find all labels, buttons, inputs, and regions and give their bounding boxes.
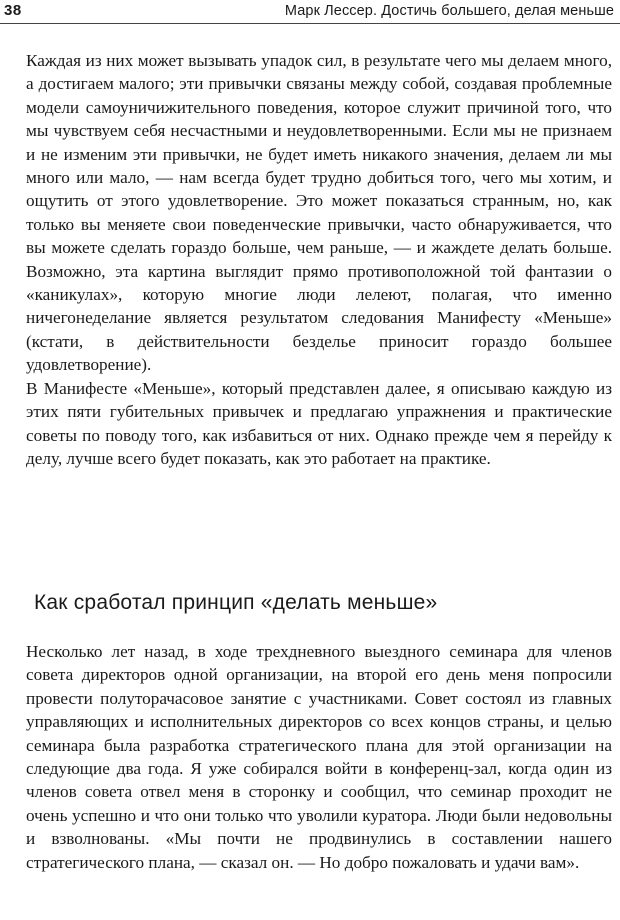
page-header (0, 0, 620, 24)
running-head: Марк Лессер. Достичь большего, делая меньше (284, 3, 614, 19)
paragraph-1: Каждая из них может вызывать упадок сил, в результате чего мы делаем много, а достигаем малого; эти привычки связаны между собой, создавая проблемные модели самоуничижительного поведения, которое служит причиной того, что мы чувствуем себя несчастными и неудовлетворенными. Если мы не признаем и не изменим эти привычки, не будет иметь никакого значения, делаем ли мы много или мало, — нам всегда будет трудно добиться того, чего мы хотим, и ощутить от этого удовлетворение. Это может показаться странным, но, как только вы меняете свои поведенческие привычки, часто обнаруживается, что вы можете сделать гораздо больше, чем раньше, — и жаждете делать больше. Возможно, эта картина выглядит прямо противоположной той фантазии о «каникулах», которую многие люди лелеют, полагая, что именно ничегонеделание является результатом следования Манифесту «Меньше» (кстати, в действительности безделье приносит гораздо большее удовлетворение). (26, 51, 612, 375)
body-text-top (26, 49, 612, 470)
section-heading: Как сработал принцип «делать меньше» (34, 591, 438, 614)
body-text-section (26, 640, 612, 874)
header-rule (0, 23, 620, 24)
page-number: 38 (4, 2, 22, 19)
section-paragraph-1: Несколько лет назад, в ходе трехдневного выездного семинара для членов совета директоров одной организации, на второй его день меня попросили провести полуторачасовое занятие с участниками. Совет состоял из главных управляющих и исполнительных директоров со всех концов страны, и целью семинара была разработка стратегического плана для этой организации на следующие два года. Я уже собирался войти в конференц-зал, когда один из членов совета отвел меня в сторонку и сообщил, что семинар проходит не очень успешно и что они только что уволили куратора. Люди были недовольны и взволнованы. «Мы почти не продвинулись в составлении нашего стратегического плана, — сказал он. — Но добро пожаловать и удачи вам». (26, 642, 612, 872)
paragraph-2: В Манифесте «Меньше», который представлен далее, я описываю каждую из этих пяти губительных привычек и предлагаю упражнения и практические советы по поводу того, как избавиться от них. Однако прежде чем я перейду к делу, лучше всего будет показать, как это работает на практике. (26, 378, 612, 468)
